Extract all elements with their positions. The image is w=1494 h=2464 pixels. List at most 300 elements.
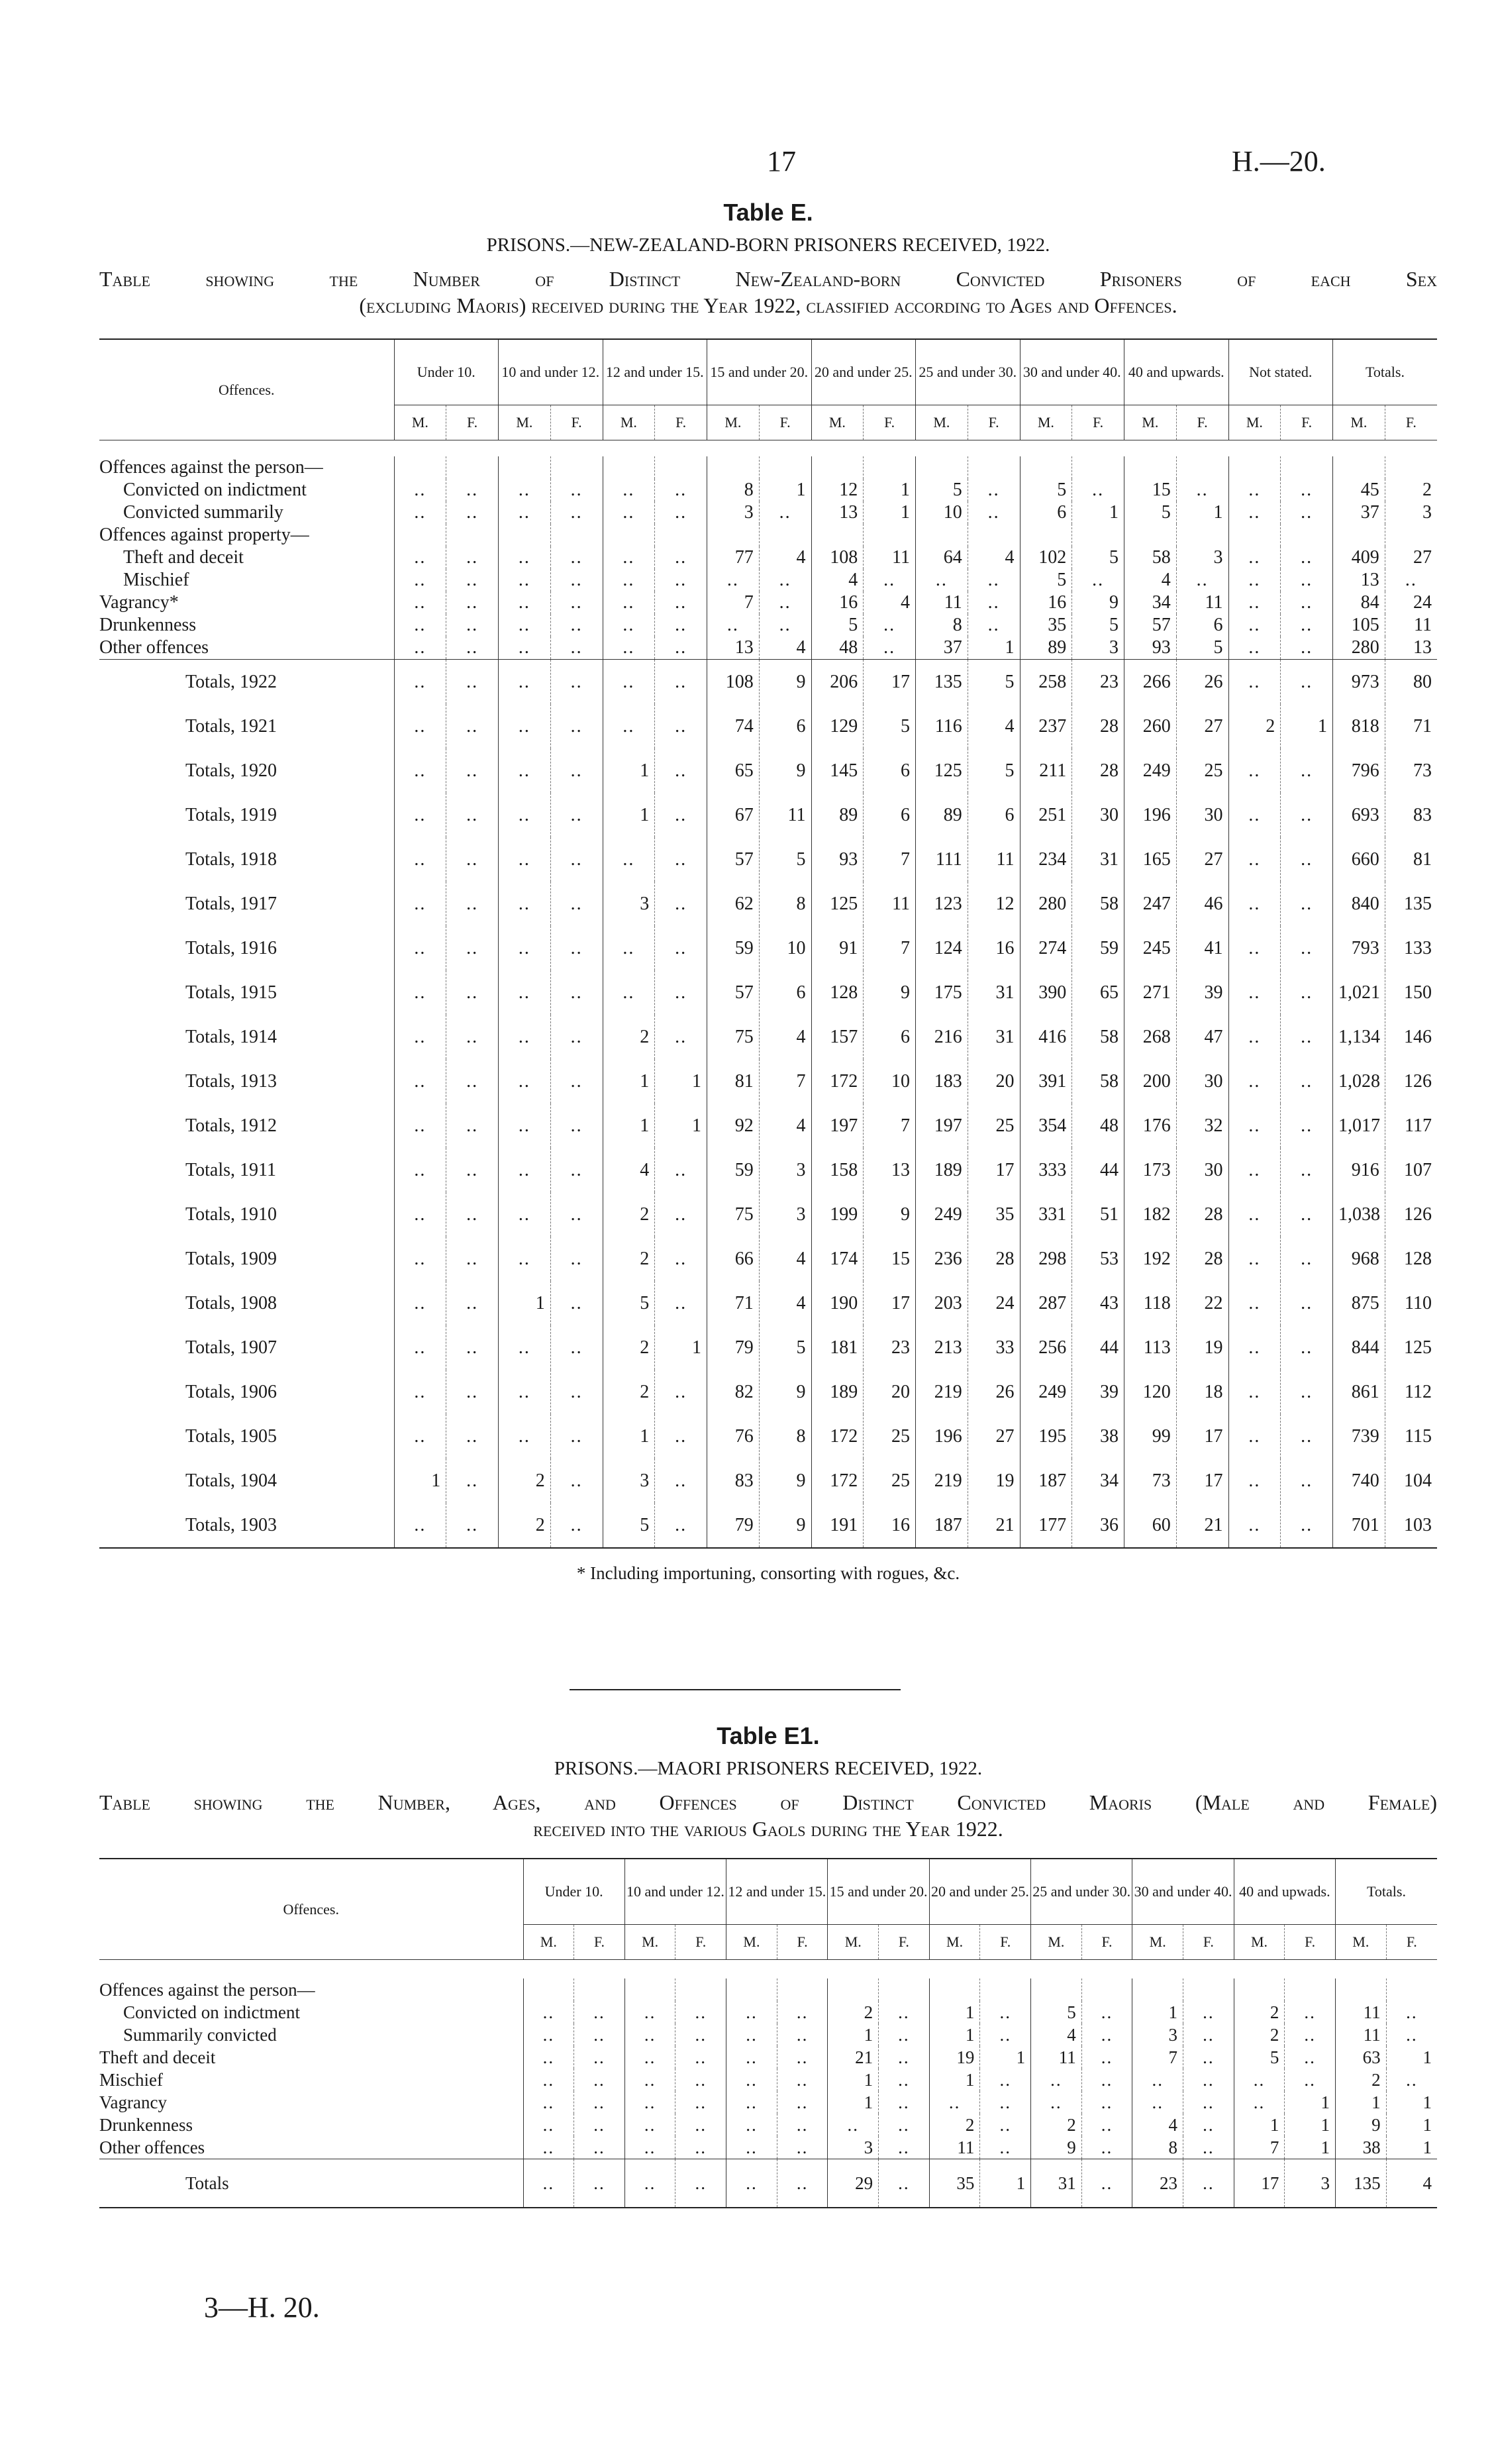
tableE-row [99, 1370, 1437, 1414]
tableE-cell: .. [499, 1104, 551, 1148]
tableE-cell: .. [864, 614, 916, 637]
tableE-cell: .. [499, 1414, 551, 1459]
tableE-cell [1124, 456, 1177, 479]
tableE-cell: 18 [1176, 1370, 1228, 1414]
tableE-cell: 25 [968, 1104, 1020, 1148]
table-e1-title: Table E1. [717, 1722, 820, 1749]
tableE-cell: 176 [1124, 1104, 1177, 1148]
tableE-cell: .. [1228, 591, 1281, 614]
tableE1-cell: .. [726, 2114, 777, 2136]
tableE-row [99, 660, 1437, 705]
tableE-cell: .. [968, 501, 1020, 524]
tableE-row [99, 1414, 1437, 1459]
tableE-cell: .. [759, 591, 811, 614]
tableE-cell [603, 524, 655, 546]
tableE-cell: .. [655, 1192, 707, 1237]
tableE-cell: .. [499, 704, 551, 748]
tableE-sex-header-m: M. [916, 405, 968, 440]
tableE-cell: 5 [1072, 614, 1124, 637]
tableE-cell: 7 [864, 837, 916, 882]
table-e-subtitle: PRISONS.—NEW-ZEALAND-BORN PRISONERS RECEIVED, 1922. [486, 234, 1050, 256]
tableE1-cell: .. [574, 2114, 625, 2136]
tableE-cell: 77 [707, 546, 760, 569]
tableE-cell: 5 [968, 660, 1020, 705]
tableE-sex-header-f: F. [864, 405, 916, 440]
tableE-cell: .. [394, 1281, 446, 1325]
tableE1-cell: .. [1183, 2136, 1234, 2159]
tableE-cell: 57 [707, 837, 760, 882]
tableE-cell: 57 [1124, 614, 1177, 637]
tableE-cell: 1 [864, 501, 916, 524]
tableE-sex-header-f: F. [550, 405, 603, 440]
tableE-cell: 24 [1385, 591, 1437, 614]
tableE-cell: 20 [968, 1059, 1020, 1104]
tableE-cell: .. [550, 748, 603, 793]
tableE-cell: 9 [759, 1370, 811, 1414]
table-e-offences-header: Offences. [219, 381, 275, 398]
table-e1-description-line2: received into the various Gaols during the Year 1922. [533, 1817, 1003, 1841]
tableE-cell: .. [1281, 637, 1333, 660]
tableE-cell: .. [1228, 926, 1281, 970]
tableE-cell [394, 456, 446, 479]
tableE-cell: .. [1281, 501, 1333, 524]
tableE-cell: 115 [1385, 1414, 1437, 1459]
tableE-cell [864, 524, 916, 546]
tableE-cell: 391 [1020, 1059, 1072, 1104]
tableE-cell: 197 [916, 1104, 968, 1148]
tableE1-age-group-header: 30 and under 40. [1132, 1859, 1234, 1925]
tableE-cell [1020, 524, 1072, 546]
tableE-cell: .. [499, 1325, 551, 1370]
tableE-cell: 3 [603, 1459, 655, 1503]
tableE-cell: 9 [864, 970, 916, 1015]
tableE-cell: 108 [811, 546, 864, 569]
tableE-row-label: Totals, 1906 [185, 1381, 277, 1402]
tableE1-cell: .. [726, 2069, 777, 2091]
tableE1-cell: 11 [1031, 2046, 1082, 2069]
tableE-cell: 280 [1333, 637, 1385, 660]
tableE1-cell [929, 1978, 980, 2001]
tableE1-cell: .. [675, 2091, 726, 2114]
tableE-cell: 3 [707, 501, 760, 524]
tableE1-sex-header-m: M. [1031, 1925, 1082, 1960]
tableE1-cell: .. [1081, 2091, 1132, 2114]
tableE-cell: .. [655, 748, 707, 793]
tableE-cell: 31 [968, 1015, 1020, 1059]
tableE1-cell: .. [1183, 2001, 1234, 2024]
tableE-cell: .. [1228, 501, 1281, 524]
tableE-row-label: Convicted on indictment [123, 480, 307, 500]
tableE-cell: 7 [864, 926, 916, 970]
tableE-cell: .. [1228, 637, 1281, 660]
tableE1-cell: 11 [1336, 2001, 1387, 2024]
tableE1-cell [879, 1978, 930, 2001]
tableE-cell: .. [499, 882, 551, 926]
tableE1-cell: .. [980, 2091, 1031, 2114]
tableE-cell: .. [446, 637, 499, 660]
tableE1-cell: 7 [1132, 2046, 1183, 2069]
tableE-row-label: Other offences [99, 637, 209, 658]
tableE-cell: .. [394, 1104, 446, 1148]
tableE1-row [99, 2046, 1437, 2069]
tableE-cell: 7 [707, 591, 760, 614]
tableE-cell: 189 [916, 1148, 968, 1192]
tableE-row-label: Totals, 1916 [185, 937, 277, 958]
tableE-cell: 35 [968, 1192, 1020, 1237]
tableE-row-label: Totals, 1922 [185, 671, 277, 692]
tableE-cell: 354 [1020, 1104, 1072, 1148]
tableE-cell: .. [655, 704, 707, 748]
tableE-age-group-header: Totals. [1333, 339, 1438, 405]
tableE-cell [1228, 456, 1281, 479]
tableE-row-label: Totals, 1908 [185, 1292, 277, 1313]
tableE-cell: .. [550, 1148, 603, 1192]
tableE-cell: 8 [759, 882, 811, 926]
tableE-cell: .. [603, 546, 655, 569]
tableE-cell: 16 [811, 591, 864, 614]
tableE-cell: .. [499, 1015, 551, 1059]
tableE1-cell: .. [1132, 2069, 1183, 2091]
tableE-cell: 183 [916, 1059, 968, 1104]
tableE-cell [968, 456, 1020, 479]
tableE-cell: 5 [1020, 479, 1072, 501]
tableE-cell: 4 [759, 1237, 811, 1281]
tableE1-cell: .. [980, 2114, 1031, 2136]
tableE-cell: 105 [1333, 614, 1385, 637]
tableE-cell: 249 [1124, 748, 1177, 793]
tableE-age-group-header: 40 and upwards. [1124, 339, 1229, 405]
tableE-cell: 11 [916, 591, 968, 614]
tableE1-sex-header-f: F. [1183, 1925, 1234, 1960]
tableE-cell: .. [394, 1059, 446, 1104]
tableE-cell: 5 [759, 837, 811, 882]
tableE-cell: 76 [707, 1414, 760, 1459]
tableE-cell: 1 [1176, 501, 1228, 524]
tableE-cell: 4 [759, 1104, 811, 1148]
tableE-cell: .. [655, 926, 707, 970]
tableE-cell: .. [1281, 591, 1333, 614]
tableE-cell: .. [550, 591, 603, 614]
tableE-cell: 135 [1385, 882, 1437, 926]
tableE1-age-group-header: 40 and upwads. [1234, 1859, 1335, 1925]
tableE-cell: .. [1228, 1370, 1281, 1414]
tableE-cell: .. [394, 1192, 446, 1237]
tableE-cell: 2 [603, 1192, 655, 1237]
tableE-cell: 390 [1020, 970, 1072, 1015]
tableE-cell: 875 [1333, 1281, 1385, 1325]
tableE-cell: 38 [1072, 1414, 1124, 1459]
tableE1-cell [675, 1978, 726, 2001]
tableE-row [99, 1237, 1437, 1281]
page-number: 17 [767, 145, 796, 178]
tableE-cell: 3 [759, 1148, 811, 1192]
tableE-cell: 5 [1176, 637, 1228, 660]
tableE-cell: 21 [968, 1503, 1020, 1548]
tableE-cell: 64 [916, 546, 968, 569]
tableE-cell: 5 [1072, 546, 1124, 569]
tableE-cell: 3 [759, 1192, 811, 1237]
tableE-sex-header-f: F. [1072, 405, 1124, 440]
tableE-cell: .. [603, 926, 655, 970]
tableE-cell: 195 [1020, 1414, 1072, 1459]
tableE-cell: 66 [707, 1237, 760, 1281]
tableE-cell: .. [1281, 1281, 1333, 1325]
tableE-cell: .. [655, 1148, 707, 1192]
tableE1-cell: 1 [1336, 2091, 1387, 2114]
tableE-cell: 111 [916, 837, 968, 882]
tableE-cell: .. [864, 569, 916, 591]
tableE1-cell: 5 [1234, 2046, 1285, 2069]
tableE-cell: .. [1228, 1059, 1281, 1104]
tableE-cell: .. [968, 591, 1020, 614]
table-e1 [99, 1858, 1437, 2208]
tableE-cell: 4 [759, 1015, 811, 1059]
table-e1-section [99, 1722, 1437, 2208]
tableE-cell: 844 [1333, 1325, 1385, 1370]
tableE1-cell [828, 1978, 879, 2001]
tableE-row-label: Drunkenness [99, 615, 197, 635]
tableE1-cell: 29 [828, 2159, 879, 2208]
tableE-cell: .. [1228, 1503, 1281, 1548]
tableE-cell: .. [394, 501, 446, 524]
tableE-cell: 4 [759, 1281, 811, 1325]
tableE-cell: .. [394, 614, 446, 637]
tableE-cell: .. [446, 837, 499, 882]
tableE1-cell: .. [1183, 2114, 1234, 2136]
tableE-cell: 249 [1020, 1370, 1072, 1414]
tableE1-sex-header-f: F. [980, 1925, 1031, 1960]
tableE-cell: .. [759, 614, 811, 637]
tableE-cell: .. [446, 1414, 499, 1459]
tableE-cell: .. [550, 704, 603, 748]
tableE-cell: 916 [1333, 1148, 1385, 1192]
tableE-cell: .. [1228, 793, 1281, 837]
tableE-cell: 266 [1124, 660, 1177, 705]
tableE-cell: .. [968, 614, 1020, 637]
tableE-row [99, 524, 1437, 546]
tableE1-age-group-header: 10 and under 12. [624, 1859, 726, 1925]
tableE-cell: 203 [916, 1281, 968, 1325]
tableE-cell [916, 524, 968, 546]
tableE-cell: .. [550, 1459, 603, 1503]
tableE-cell: 3 [1176, 546, 1228, 569]
table-e1-header-age [99, 1859, 1437, 1925]
tableE-row [99, 1104, 1437, 1148]
tableE1-cell: .. [523, 2046, 574, 2069]
table-e-title: Table E. [723, 199, 813, 226]
tableE-age-group-header: 12 and under 15. [603, 339, 707, 405]
tableE-cell: 107 [1385, 1148, 1437, 1192]
tableE-cell: .. [968, 569, 1020, 591]
tableE1-cell: .. [726, 2159, 777, 2208]
tableE-cell: 4 [759, 546, 811, 569]
tableE-cell: 27 [1176, 837, 1228, 882]
tableE1-cell: .. [1132, 2091, 1183, 2114]
tableE-cell: 8 [916, 614, 968, 637]
tableE-cell: 36 [1072, 1503, 1124, 1548]
tableE1-cell: .. [574, 2024, 625, 2046]
tableE-row-label: Totals, 1917 [185, 893, 277, 914]
tableE-cell: .. [1228, 1414, 1281, 1459]
tableE-cell: 8 [707, 479, 760, 501]
tableE-row-label: Totals, 1910 [185, 1204, 277, 1225]
tableE1-cell: .. [675, 2001, 726, 2024]
tableE-cell: 1 [603, 793, 655, 837]
tableE-cell: .. [550, 1015, 603, 1059]
tableE-cell: .. [1281, 926, 1333, 970]
tableE1-cell: .. [1234, 2069, 1285, 2091]
tableE-cell: .. [394, 837, 446, 882]
tableE1-cell: 23 [1132, 2159, 1183, 2208]
tableE1-cell: .. [675, 2114, 726, 2136]
tableE1-cell: .. [1285, 2024, 1336, 2046]
tableE-row [99, 591, 1437, 614]
tableE-cell: 83 [1385, 793, 1437, 837]
tableE-cell: 37 [916, 637, 968, 660]
tableE-cell: 796 [1333, 748, 1385, 793]
tableE-cell: 172 [811, 1459, 864, 1503]
tableE-cell: 287 [1020, 1281, 1072, 1325]
tableE-cell: 13 [811, 501, 864, 524]
tableE-cell: 1 [655, 1325, 707, 1370]
tableE1-cell: 1 [980, 2159, 1031, 2208]
tableE-cell: 30 [1072, 793, 1124, 837]
tableE1-row [99, 2136, 1437, 2159]
tableE-cell: .. [499, 970, 551, 1015]
tableE-cell: .. [394, 970, 446, 1015]
tableE-cell: 5 [603, 1281, 655, 1325]
tableE1-row [99, 2024, 1437, 2046]
tableE1-cell: .. [1183, 2159, 1234, 2208]
tableE-cell [1124, 524, 1177, 546]
tableE1-cell: 1 [828, 2069, 879, 2091]
tableE-cell: .. [550, 1414, 603, 1459]
tableE1-cell: .. [879, 2091, 930, 2114]
tableE-cell: .. [655, 1414, 707, 1459]
tableE-row [99, 501, 1437, 524]
tableE-cell: .. [394, 637, 446, 660]
tableE-cell: .. [446, 1015, 499, 1059]
tableE1-cell: .. [929, 2091, 980, 2114]
tableE-cell: 58 [1072, 882, 1124, 926]
table-e1-offences-header: Offences. [283, 1900, 339, 1918]
tableE-cell: .. [1281, 970, 1333, 1015]
tableE-cell: .. [707, 569, 760, 591]
tableE-cell: 5 [968, 748, 1020, 793]
tableE-cell: 91 [811, 926, 864, 970]
tableE-cell: .. [1281, 660, 1333, 705]
tableE-cell: 181 [811, 1325, 864, 1370]
tableE-cell: .. [759, 501, 811, 524]
tableE-cell: 34 [1072, 1459, 1124, 1503]
tableE-cell: 16 [864, 1503, 916, 1548]
tableE1-cell: .. [726, 2024, 777, 2046]
tableE-cell: .. [550, 970, 603, 1015]
tableE-cell: 79 [707, 1325, 760, 1370]
tableE-cell: .. [655, 591, 707, 614]
tableE1-cell: .. [523, 2091, 574, 2114]
tableE1-cell: .. [726, 2136, 777, 2159]
tableE1-cell [1031, 1978, 1082, 2001]
tableE-cell: .. [446, 591, 499, 614]
tableE-cell: 11 [864, 882, 916, 926]
tableE-cell: 280 [1020, 882, 1072, 926]
tableE1-row [99, 2159, 1437, 2208]
tableE-cell: .. [446, 660, 499, 705]
tableE-cell: 840 [1333, 882, 1385, 926]
tableE-cell: 1 [1281, 704, 1333, 748]
tableE1-row-label: Totals [185, 2173, 229, 2193]
tableE-cell [1385, 524, 1437, 546]
tableE1-sex-header-m: M. [828, 1925, 879, 1960]
tableE-cell: 75 [707, 1015, 760, 1059]
tableE-age-group-header: Under 10. [394, 339, 499, 405]
tableE-cell: .. [550, 637, 603, 660]
tableE-row [99, 970, 1437, 1015]
tableE-cell: 39 [1176, 970, 1228, 1015]
tableE-cell: .. [499, 591, 551, 614]
tableE-cell: .. [1228, 1281, 1281, 1325]
tableE-row-label: Vagrancy* [99, 592, 179, 613]
tableE-cell: 4 [1124, 569, 1177, 591]
tableE-cell: 25 [1176, 748, 1228, 793]
tableE-cell: .. [446, 546, 499, 569]
tableE-sex-header-f: F. [1176, 405, 1228, 440]
tableE-cell: .. [550, 1281, 603, 1325]
tableE1-age-group-header: 15 and under 20. [828, 1859, 929, 1925]
tableE1-cell [1336, 1978, 1387, 2001]
tableE-cell: .. [394, 1148, 446, 1192]
tableE-cell: 48 [1072, 1104, 1124, 1148]
tableE1-cell: 31 [1031, 2159, 1082, 2208]
tableE-cell: 12 [968, 882, 1020, 926]
tableE-cell: 47 [1176, 1015, 1228, 1059]
tableE1-cell: .. [675, 2046, 726, 2069]
tableE-cell: 968 [1333, 1237, 1385, 1281]
tableE-cell: .. [550, 837, 603, 882]
tableE-cell: .. [1281, 748, 1333, 793]
tableE-cell: 1 [968, 637, 1020, 660]
tableE1-cell: .. [879, 2024, 930, 2046]
tableE1-cell: .. [1031, 2069, 1082, 2091]
tableE-cell: 34 [1124, 591, 1177, 614]
tableE1-cell: .. [523, 2136, 574, 2159]
tableE-cell: .. [916, 569, 968, 591]
tableE-cell: .. [1281, 882, 1333, 926]
tableE-cell: .. [655, 569, 707, 591]
tableE-row [99, 1192, 1437, 1237]
tableE1-sex-header-m: M. [624, 1925, 675, 1960]
tableE1-row-label: Offences against the person— [99, 1979, 315, 2000]
tableE-cell [1072, 456, 1124, 479]
tableE1-cell: .. [1081, 2136, 1132, 2159]
tableE-cell [759, 456, 811, 479]
tableE-cell: 173 [1124, 1148, 1177, 1192]
tableE-sex-header-m: M. [1228, 405, 1281, 440]
tableE1-row-label: Mischief [99, 2069, 163, 2090]
tableE1-cell: 4 [1386, 2159, 1437, 2208]
tableE-cell: .. [655, 1237, 707, 1281]
tableE-cell: 129 [811, 704, 864, 748]
tableE-cell: .. [499, 1370, 551, 1414]
tableE-cell: 30 [1176, 793, 1228, 837]
tableE1-sex-header-m: M. [1234, 1925, 1285, 1960]
tableE1-cell: .. [1285, 2001, 1336, 2024]
tableE-row-label: Totals, 1914 [185, 1026, 277, 1047]
tableE1-cell: 1 [1386, 2046, 1437, 2069]
tableE-cell: 32 [1176, 1104, 1228, 1148]
tableE-cell: .. [603, 660, 655, 705]
